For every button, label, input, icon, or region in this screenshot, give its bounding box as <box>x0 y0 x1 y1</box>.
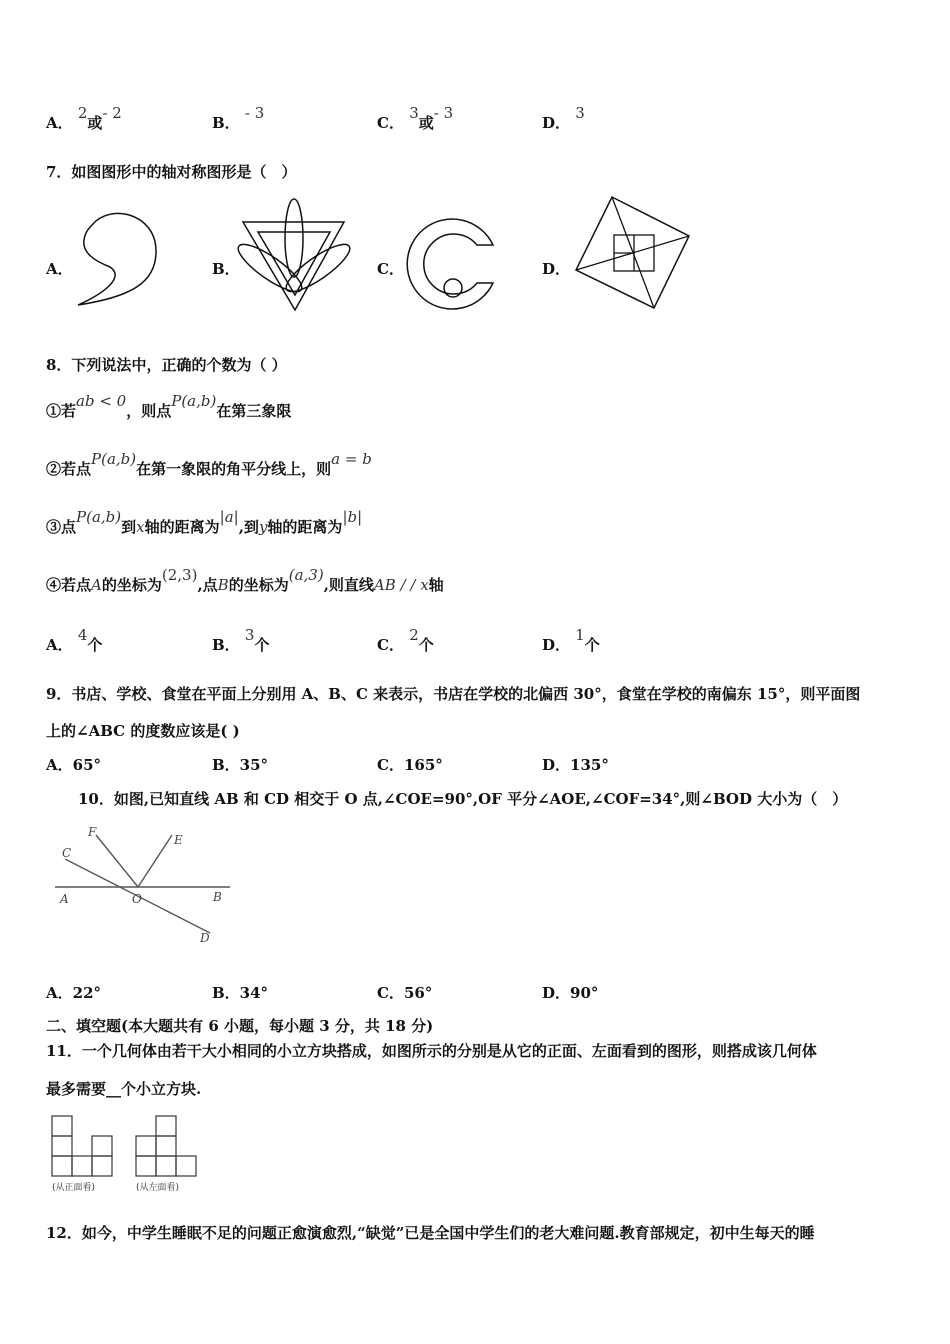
label-b: B <box>213 890 222 904</box>
q8-option-a: A． 4个 <box>46 626 103 654</box>
label-e: E <box>174 833 183 847</box>
label-a: A <box>60 892 69 906</box>
q9-option-c: C．165° <box>377 756 443 774</box>
q12-stem-line-1: 12．如今，中学生睡眠不足的问题正愈演愈烈,“缺觉”已是全国中学生们的老大难问题.教育部规定，初中生每天的睡 <box>46 1224 815 1242</box>
q7-figure-d <box>572 195 692 311</box>
q11-stem-line-2: 最多需要__个小立方块. <box>46 1080 202 1098</box>
q9-stem-line-1: 9．书店、学校、食堂在平面上分别用 A、B、C 来表示，书店在学校的北偏西 30°，食堂在学校的南偏东 15°，则平面图 <box>46 685 861 703</box>
q8-statement-2: ②若点P(a,b)在第一象限的角平分线上，则a = b <box>46 450 372 478</box>
label-f: F <box>88 825 97 839</box>
q7-option-b-label: B． <box>212 260 240 278</box>
q11-front-caption: (从正面看) <box>52 1183 96 1193</box>
q8-option-c: C． 2个 <box>377 626 434 654</box>
q7-figure-c <box>405 215 500 315</box>
q10-stem: 10．如图,已知直线 AB 和 CD 相交于 O 点,∠COE=90°,OF 平分∠AOE,∠COF=34°,则∠BOD 大小为（ ） <box>78 790 848 808</box>
label-o: O <box>132 892 142 906</box>
q9-option-a: A．65° <box>46 756 102 774</box>
q11-stem-line-1: 11．一个几何体由若干大小相同的小立方块搭成，如图所示的分别是从它的正面、左面看到的图形，则搭成该几何体 <box>46 1042 817 1060</box>
q6-option-d: D． 3 <box>542 104 585 132</box>
q11-left-view <box>132 1112 202 1192</box>
q7-stem: 7．如图图形中的轴对称图形是（ ） <box>46 163 297 181</box>
q7-option-d-label: D． <box>542 260 571 278</box>
q10-option-b: B．34° <box>212 984 269 1002</box>
q8-option-b: B． 3个 <box>212 626 270 654</box>
q6-option-b: B． - 3 <box>212 104 265 132</box>
q10-figure <box>50 825 240 950</box>
q11-front-view <box>48 1112 118 1192</box>
q8-option-d: D． 1个 <box>542 626 600 654</box>
q7-figure-a <box>70 205 160 310</box>
section-2-heading: 二、填空题(本大题共有 6 小题，每小题 3 分，共 18 分) <box>46 1017 434 1035</box>
q6-option-c: C． 3或- 3 <box>377 104 454 132</box>
q6-option-a: A． 2或- 2 <box>46 104 122 132</box>
label-c: C <box>62 846 72 860</box>
q10-option-c: C．56° <box>377 984 433 1002</box>
q9-option-b: B．35° <box>212 756 269 774</box>
q10-option-a: A．22° <box>46 984 102 1002</box>
q8-stem: 8．下列说法中，正确的个数为（ ） <box>46 356 287 374</box>
q7-option-a-label: A． <box>46 260 73 278</box>
q8-statement-1: ①若ab < 0，则点P(a,b)在第三象限 <box>46 392 292 420</box>
q7-figure-b <box>240 198 350 314</box>
q10-option-d: D．90° <box>542 984 599 1002</box>
q7-option-c-label: C． <box>377 260 404 278</box>
q8-statement-3: ③点P(a,b)到x轴的距离为|a|,到y轴的距离为|b| <box>46 508 363 536</box>
q9-option-d: D．135° <box>542 756 609 774</box>
q8-statement-4: ④若点A的坐标为(2,3),点B的坐标为(a,3),则直线AB / / x轴 <box>46 566 444 594</box>
q11-left-caption: (从左面看) <box>136 1183 180 1193</box>
q9-stem-line-2: 上的∠ABC 的度数应该是( ) <box>46 722 240 740</box>
label-d: D <box>200 931 210 945</box>
